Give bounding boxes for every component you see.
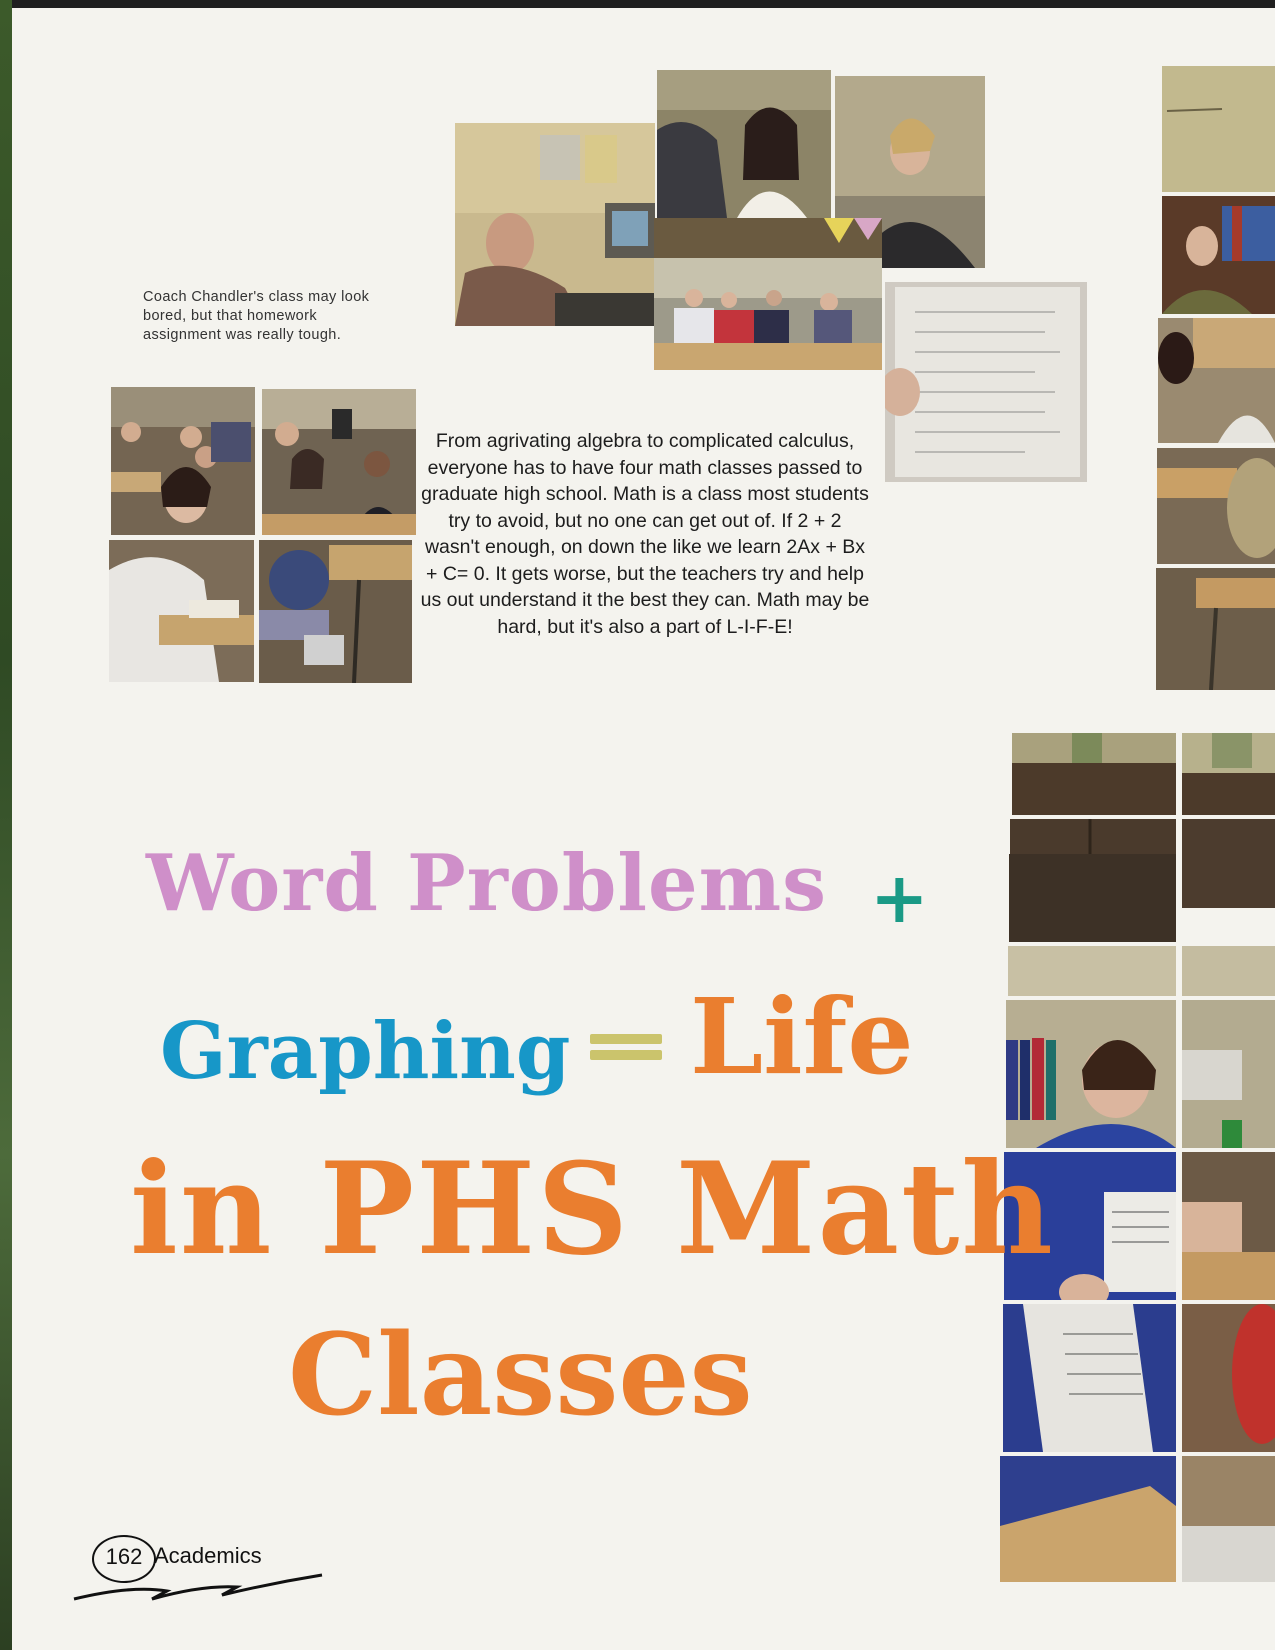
photo-smiling-student xyxy=(657,70,831,218)
photo-mosaic-wall-2 xyxy=(1182,946,1275,996)
page-folio xyxy=(72,1535,332,1605)
photo-right-student-bookshelf xyxy=(1162,196,1275,314)
photo-mosaic-bottom-right xyxy=(1182,1456,1275,1582)
photo-right-wall xyxy=(1162,66,1275,192)
headline-life: Life xyxy=(690,975,914,1098)
photo-right-desks xyxy=(1157,448,1275,564)
headline-word-problems: Word Problems xyxy=(146,838,828,929)
article-body: From agrivating algebra to complicated calculus, everyone has to have four math classes passed to graduate high school. Math is a class most students try to avoid, but no one can get out of. If 2 + 2 wasn't enough, on down the like we learn 2Ax + Bx + C= 0. It gets worse, but the teachers try and help us out understand it the best they can. Math may be hard, but it's also a part of L-I-F-E! xyxy=(420,430,870,638)
photo-mosaic-cabinet-3 xyxy=(1009,854,1176,942)
photo-teacher-at-computer xyxy=(455,123,655,326)
photo-classroom-wide xyxy=(654,218,882,370)
swoosh-underline xyxy=(72,1565,332,1605)
headline-graphing: Graphing xyxy=(160,1006,571,1097)
headline-plus-sign: + xyxy=(870,856,929,939)
photo-mosaic-computer xyxy=(1182,1000,1275,1148)
page-number: 162 xyxy=(105,1544,143,1569)
photo-grid-students-2 xyxy=(262,389,416,535)
photo-mosaic-bottom-desk xyxy=(1000,1456,1176,1582)
photo-mosaic-top-2 xyxy=(1182,733,1275,815)
photo-mosaic-wall-1 xyxy=(1008,946,1176,996)
top-edge xyxy=(0,0,1275,8)
photo-mosaic-cabinet-2 xyxy=(1182,819,1275,908)
headline-classes: Classes xyxy=(288,1310,753,1441)
photo-grid-students-3 xyxy=(109,540,254,682)
photo-grid-students-1 xyxy=(111,387,255,535)
photo-right-girl xyxy=(1158,318,1275,443)
photo-caption: Coach Chandler's class may look bored, but that homework assignment was really tough. xyxy=(143,289,370,343)
photo-mosaic-binders xyxy=(1006,1000,1176,1148)
photo-mosaic-top-1 xyxy=(1012,733,1176,815)
headline-equals-sign xyxy=(590,1030,662,1064)
photo-worksheet xyxy=(885,282,1087,482)
photo-mosaic-red-sleeve xyxy=(1182,1304,1275,1452)
photo-mosaic-newspaper xyxy=(1003,1304,1176,1452)
photo-mosaic-desk-edge xyxy=(1182,1152,1275,1300)
photo-grid-students-4 xyxy=(259,540,412,683)
headline-in-phs-math: in PHS Math xyxy=(130,1135,1055,1283)
left-edge xyxy=(0,0,12,1650)
section-label: Academics xyxy=(154,1543,262,1568)
photo-right-floor xyxy=(1156,568,1275,690)
